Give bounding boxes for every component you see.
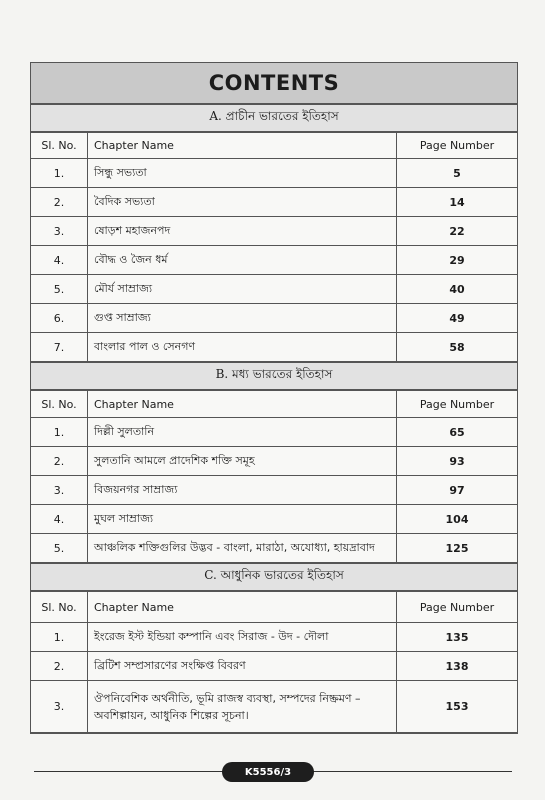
chapter-cell: ষোড়শ মহাজনপদ	[88, 217, 397, 246]
page-cell: 138	[397, 652, 518, 681]
sl-cell: 4.	[31, 246, 88, 275]
chapter-cell: মৌর্য সাম্রাজ্য	[88, 275, 397, 304]
sl-cell: 3.	[31, 681, 88, 733]
table-row	[31, 188, 517, 217]
sl-cell: 2.	[31, 652, 88, 681]
section-heading: B. মধ্য ভারতের ইতিহাস	[31, 362, 517, 390]
page-cell: 22	[397, 217, 518, 246]
page-header: Page Number	[397, 592, 518, 623]
chapter-cell: আঞ্চলিক শক্তিগুলির উদ্ভব - বাংলা, মারাঠা, অযোধ্যা, হায়দ্রাবাদ	[88, 534, 397, 563]
sl-cell: 5.	[31, 275, 88, 304]
sl-header: Sl. No.	[31, 133, 88, 159]
table-row	[31, 159, 517, 188]
chapter-cell: ব্রিটিশ সম্প্রসারণের সংক্ষিপ্ত বিবরণ	[88, 652, 397, 681]
table-header-row	[31, 592, 517, 623]
table-row	[31, 681, 517, 733]
table-row	[31, 275, 517, 304]
section-c	[31, 563, 517, 733]
chapter-cell: বিজয়নগর সাম্রাজ্য	[88, 476, 397, 505]
sl-cell: 5.	[31, 534, 88, 563]
page-cell: 65	[397, 418, 518, 447]
sl-header: Sl. No.	[31, 391, 88, 418]
page-cell: 58	[397, 333, 518, 362]
table-row	[31, 447, 517, 476]
sl-cell: 3.	[31, 476, 88, 505]
page-cell: 153	[397, 681, 518, 733]
sl-cell: 2.	[31, 188, 88, 217]
chapter-cell: বৌদ্ধ ও জৈন ধর্ম	[88, 246, 397, 275]
chapter-header: Chapter Name	[88, 592, 397, 623]
sl-cell: 7.	[31, 333, 88, 362]
chapter-cell: ঔপনিবেশিক অর্থনীতি, ভূমি রাজস্ব ব্যবস্থা, সম্পদের নিষ্ক্রমণ – অবশিল্পায়ন, আধুনিক শিল্পের সূচনা।	[88, 681, 397, 733]
sl-cell: 2.	[31, 447, 88, 476]
sl-cell: 3.	[31, 217, 88, 246]
chapter-table	[31, 390, 517, 563]
chapter-table	[31, 591, 517, 733]
table-row	[31, 534, 517, 563]
table-row	[31, 333, 517, 362]
chapter-cell: গুপ্ত সাম্রাজ্য	[88, 304, 397, 333]
chapter-cell: সুলতানি আমলে প্রাদেশিক শক্তি সমূহ	[88, 447, 397, 476]
table-header-row	[31, 133, 517, 159]
page-cell: 49	[397, 304, 518, 333]
contents-title: CONTENTS	[208, 71, 340, 95]
chapter-header: Chapter Name	[88, 133, 397, 159]
table-header-row	[31, 391, 517, 418]
chapter-cell: মুঘল সাম্রাজ্য	[88, 505, 397, 534]
page-cell: 14	[397, 188, 518, 217]
table-row	[31, 476, 517, 505]
table-row	[31, 505, 517, 534]
page-cell: 135	[397, 623, 518, 652]
chapter-table	[31, 132, 517, 362]
table-row	[31, 246, 517, 275]
sl-cell: 1.	[31, 418, 88, 447]
table-row	[31, 623, 517, 652]
chapter-header: Chapter Name	[88, 391, 397, 418]
sl-cell: 4.	[31, 505, 88, 534]
page-cell: 29	[397, 246, 518, 275]
chapter-cell: দিল্লী সুলতানি	[88, 418, 397, 447]
page-cell: 97	[397, 476, 518, 505]
table-row	[31, 217, 517, 246]
page-footer	[0, 765, 545, 779]
chapter-cell: বাংলার পাল ও সেনগণ	[88, 333, 397, 362]
sl-cell: 6.	[31, 304, 88, 333]
page-cell: 5	[397, 159, 518, 188]
book-code-badge: K5556/3	[222, 762, 314, 782]
page-cell: 104	[397, 505, 518, 534]
page-header: Page Number	[397, 133, 518, 159]
section-a	[31, 104, 517, 362]
section-heading: C. আধুনিক ভারতের ইতিহাস	[31, 563, 517, 591]
section-b	[31, 362, 517, 563]
sl-header: Sl. No.	[31, 592, 88, 623]
page-cell: 93	[397, 447, 518, 476]
table-row	[31, 304, 517, 333]
contents-page	[30, 62, 518, 734]
page-header: Page Number	[397, 391, 518, 418]
chapter-cell: বৈদিক সভ্যতা	[88, 188, 397, 217]
table-row	[31, 652, 517, 681]
page-cell: 40	[397, 275, 518, 304]
page-cell: 125	[397, 534, 518, 563]
sl-cell: 1.	[31, 159, 88, 188]
section-heading: A. প্রাচীন ভারতের ইতিহাস	[31, 104, 517, 132]
contents-title-bar	[31, 63, 517, 104]
table-row	[31, 418, 517, 447]
chapter-cell: ইংরেজ ইস্ট ইন্ডিয়া কম্পানি এবং সিরাজ - উদ - দৌলা	[88, 623, 397, 652]
sl-cell: 1.	[31, 623, 88, 652]
chapter-cell: সিন্ধু সভ্যতা	[88, 159, 397, 188]
